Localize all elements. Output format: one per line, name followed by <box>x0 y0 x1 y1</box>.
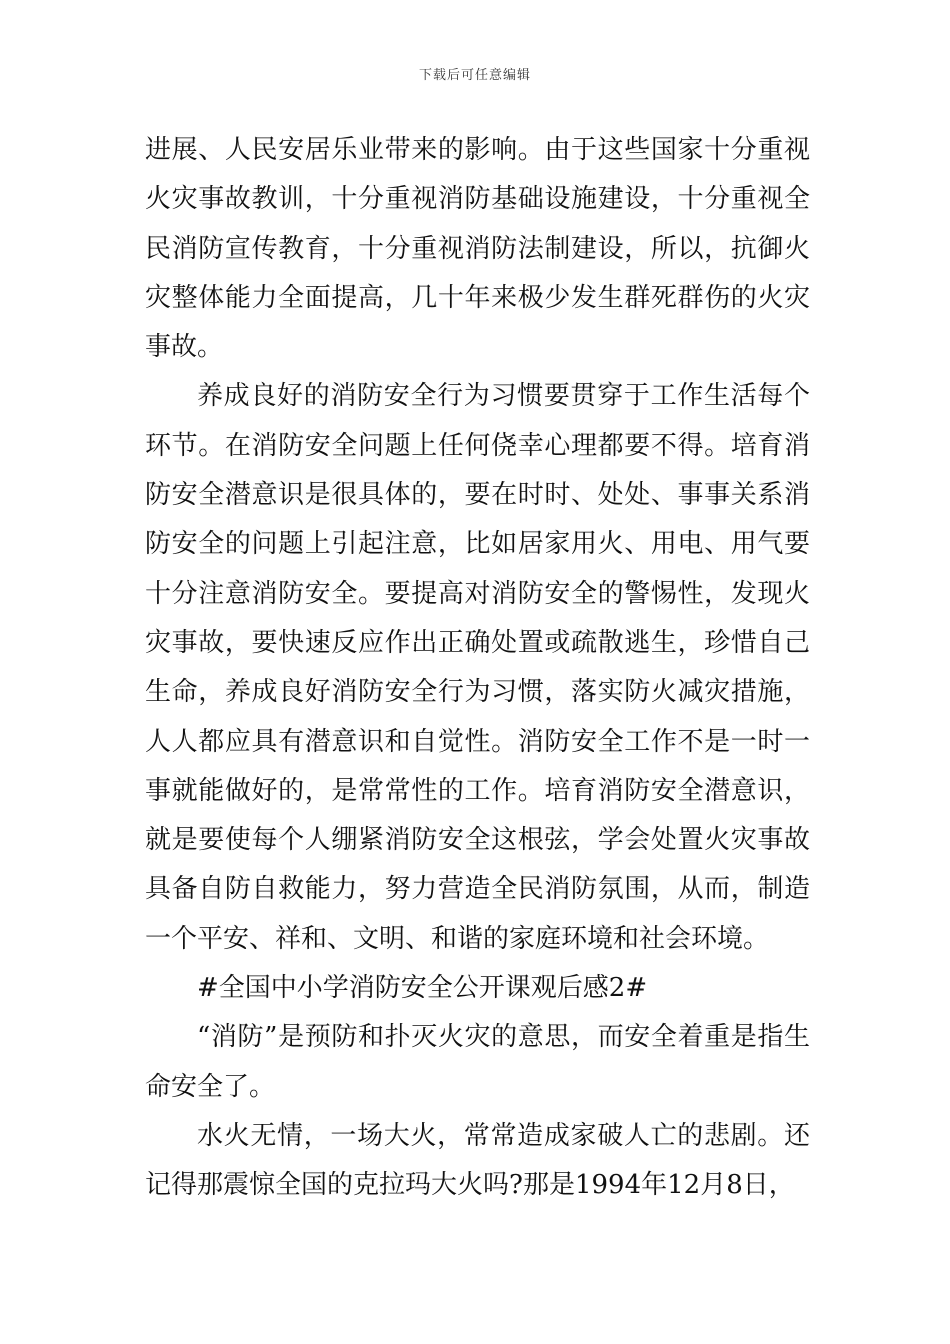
document-body <box>145 126 810 1211</box>
paragraph-continuation: 进展、人民安居乐业带来的影响。由于这些国家十分重视火灾事故教训，十分重视消防基础设施建设，十分重视全民消防宣传教育，十分重视消防法制建设，所以，抗御火灾整体能力全面提高，几十年来极少发生群死群伤的火灾事故。 <box>145 135 810 363</box>
section-heading: #全国中小学消防安全公开课观后感2# <box>197 973 648 1004</box>
paragraph-habits: 养成良好的消防安全行为习惯要贯穿于工作生活每个环节。在消防安全问题上任何侥幸心理都要不得。培育消防安全潜意识是很具体的，要在时时、处处、事事关系消防安全的问题上引起注意，比如居家用火、用电、用气要十分注意消防安全。要提高对消防安全的警惕性，发现火灾事故，要快速反应作出正确处置或疏散逃生，珍惜自己生命，养成良好消防安全行为习惯，落实防火减灾措施，人人都应具有潜意识和自觉性。消防安全工作不是一时一事就能做好的，是常常性的工作。培育消防安全潜意识，就是要使每个人绷紧消防安全这根弦，学会处置火灾事故具备自防自救能力，努力营造全民消防氛围，从而，制造一个平安、祥和、文明、和谐的家庭环境和社会环境。 <box>145 381 810 954</box>
paragraph-fire-story: 水火无情，一场大火，常常造成家破人亡的悲剧。还记得那震惊全国的克拉玛大火吗?那是1994年12月8日， <box>145 1120 810 1201</box>
page-header: 下载后可任意编辑 <box>418 68 531 83</box>
paragraph-definition: “消防”是预防和扑灭火灾的意思，而安全着重是指生命安全了。 <box>145 1022 810 1102</box>
